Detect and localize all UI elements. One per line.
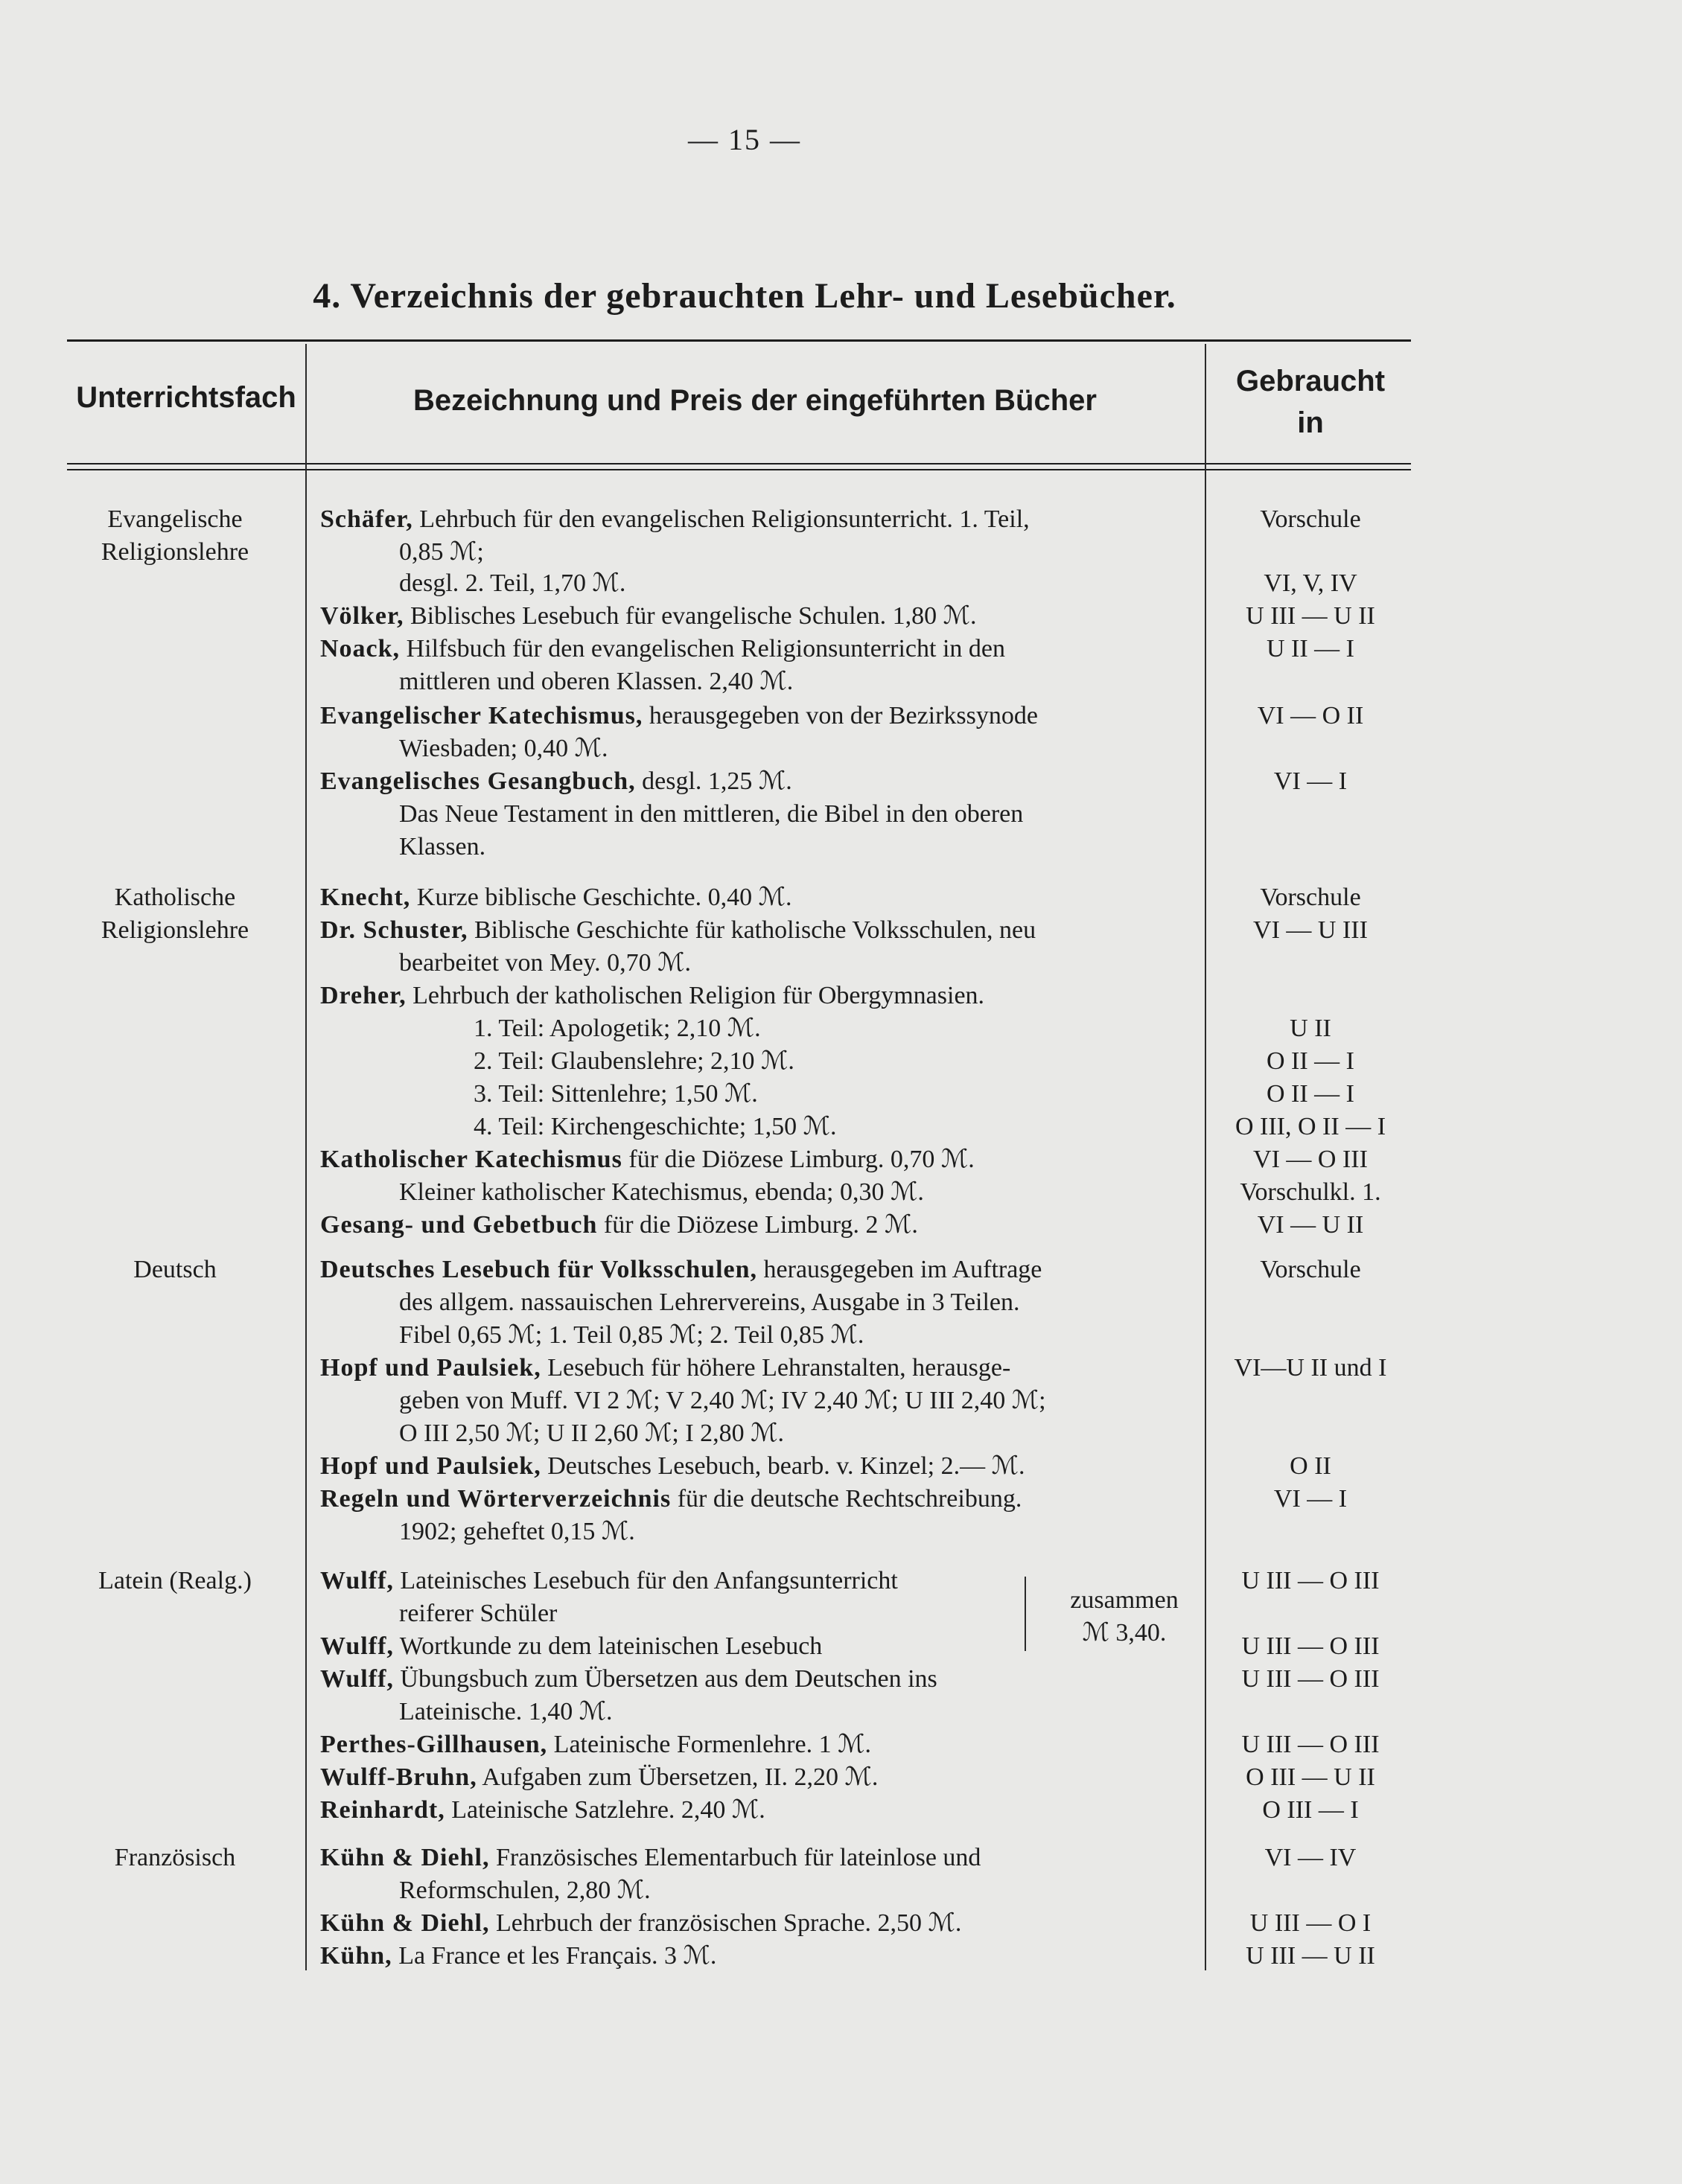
latin-combined-price-note (1061, 1584, 1188, 1650)
grade-range: O II — I (1266, 1080, 1355, 1108)
book-author: Regeln und Wörterverzeichnis (320, 1485, 672, 1513)
book-author: Wulff, (320, 1567, 394, 1594)
book-description: Aufgaben zum Übersetzen, II. 2,20 ℳ. (477, 1763, 879, 1791)
book-entry (320, 1663, 1191, 1696)
book-description: Kurze biblische Geschichte. 0,40 ℳ. (410, 884, 792, 911)
book-entry (320, 798, 1191, 831)
book-entry (320, 1516, 1191, 1548)
page-title: 4. Verzeichnis der gebrauchten Lehr- und Lesebücher. (313, 276, 1176, 316)
book-entry (320, 831, 1191, 863)
subject-line: Religionslehre (101, 538, 249, 566)
book-author: Dreher, (320, 982, 407, 1009)
book-description: Lehrbuch der französischen Sprache. 2,50 ℳ. (489, 1909, 962, 1937)
book-continuation: bearbeitet von Mey. 0,70 ℳ. (399, 949, 691, 977)
book-description: für die deutsche Rechtschreibung. (671, 1485, 1022, 1513)
book-author: Hopf und Paulsiek, (320, 1354, 541, 1382)
column-header-used-line2: in (1297, 406, 1324, 439)
book-entry (320, 1111, 1191, 1143)
book-entry (320, 1450, 1191, 1483)
book-entry (320, 1907, 1191, 1940)
book-description: Übungsbuch zum Übersetzen aus dem Deutschen ins (393, 1665, 937, 1693)
book-description: Deutsches Lesebuch, bearb. v. Kinzel; 2.— ℳ. (541, 1452, 1025, 1480)
book-author: Völker, (320, 602, 404, 630)
book-entry (320, 1842, 1191, 1874)
column-header-subject: Unterrichtsfach (76, 381, 296, 414)
book-author: Knecht, (320, 884, 411, 911)
grade-range: VI — U II (1257, 1211, 1364, 1239)
grade-range: O III — I (1262, 1796, 1359, 1824)
subject-line: Katholische (114, 884, 236, 911)
book-entry (320, 536, 1191, 569)
latin-brace (1025, 1577, 1035, 1651)
grade-range: O II (1290, 1452, 1331, 1480)
book-entry (320, 633, 1191, 665)
header-bottom-rule (67, 463, 1411, 464)
book-author: Hopf und Paulsiek, (320, 1452, 541, 1480)
book-entry (320, 1286, 1191, 1319)
book-description: Französisches Elementarbuch für lateinlose und (489, 1844, 981, 1871)
book-entry (320, 1319, 1191, 1352)
column-header-used (1208, 360, 1413, 444)
book-description: Lateinische Formenlehre. 1 ℳ. (547, 1731, 871, 1758)
book-entry (320, 1940, 1191, 1973)
book-author: Gesang- und Gebetbuch (320, 1211, 598, 1239)
book-author: Wulff, (320, 1632, 394, 1660)
grade-range: O II — I (1266, 1047, 1355, 1075)
book-author: Kühn & Diehl, (320, 1844, 490, 1871)
book-continuation: 2. Teil: Glaubenslehre; 2,10 ℳ. (474, 1047, 794, 1075)
column-header-used-line1: Gebraucht (1235, 365, 1386, 397)
book-description: Lesebuch für höhere Lehranstalten, herausge- (541, 1354, 1011, 1382)
grade-range: U III — O III (1241, 1567, 1380, 1594)
book-entry (320, 1417, 1191, 1450)
grade-range: U III — O III (1241, 1632, 1380, 1660)
subject-line: Französisch (114, 1844, 236, 1871)
latin-note-line2: ℳ 3,40. (1082, 1619, 1167, 1647)
book-entry (320, 1794, 1191, 1827)
book-description: herausgegeben von der Bezirkssynode (643, 702, 1038, 729)
book-entry (320, 1696, 1191, 1728)
book-description: für die Diözese Limburg. 0,70 ℳ. (622, 1146, 975, 1173)
book-author: Evangelischer Katechismus, (320, 702, 643, 729)
book-continuation: Fibel 0,65 ℳ; 1. Teil 0,85 ℳ; 2. Teil 0,85 ℳ. (399, 1321, 864, 1349)
book-continuation: 0,85 ℳ; (399, 538, 484, 566)
book-entry (320, 765, 1191, 798)
book-description: desgl. 1,25 ℳ. (635, 767, 792, 795)
subject-line: Religionslehre (101, 916, 249, 944)
book-description: Lateinische Satzlehre. 2,40 ℳ. (445, 1796, 765, 1824)
book-continuation: mittleren und oberen Klassen. 2,40 ℳ. (399, 668, 794, 695)
book-description: La France et les Français. 3 ℳ. (392, 1942, 717, 1970)
book-entry (320, 1143, 1191, 1176)
book-entry (320, 503, 1191, 536)
column-header-books: Bezeichnung und Preis der eingeführten Bücher (413, 384, 1097, 417)
book-author: Wulff-Bruhn, (320, 1763, 477, 1791)
book-author: Evangelisches Gesangbuch, (320, 767, 636, 795)
book-continuation: 1902; geheftet 0,15 ℳ. (399, 1518, 635, 1545)
book-author: Katholischer Katechismus (320, 1146, 622, 1173)
book-author: Schäfer, (320, 505, 413, 533)
grade-range: VI — O III (1253, 1146, 1368, 1173)
book-description: Hilfsbuch für den evangelischen Religionsunterricht in den (400, 635, 1006, 662)
grade-range: Vorschule (1260, 1256, 1361, 1283)
book-author: Reinhardt, (320, 1796, 445, 1824)
book-entry (320, 665, 1191, 698)
book-continuation: Klassen. (399, 833, 486, 860)
book-entry (320, 1761, 1191, 1794)
table-top-rule (67, 339, 1411, 342)
book-continuation: des allgem. nassauischen Lehrervereins, Ausgabe in 3 Teilen. (399, 1289, 1020, 1316)
grade-range: U III — O I (1249, 1909, 1372, 1937)
latin-note-line1: zusammen (1070, 1586, 1179, 1614)
book-continuation: 3. Teil: Sittenlehre; 1,50 ℳ. (474, 1080, 758, 1108)
book-continuation: Lateinische. 1,40 ℳ. (399, 1698, 613, 1725)
book-continuation: 4. Teil: Kirchengeschichte; 1,50 ℳ. (474, 1113, 837, 1140)
book-continuation: desgl. 2. Teil, 1,70 ℳ. (399, 569, 626, 597)
book-description: für die Diözese Limburg. 2 ℳ. (597, 1211, 918, 1239)
book-author: Deutsches Lesebuch für Volksschulen, (320, 1256, 758, 1283)
book-continuation: 1. Teil: Apologetik; 2,10 ℳ. (474, 1015, 761, 1042)
subject-line: Deutsch (133, 1256, 217, 1283)
book-entry (320, 700, 1191, 732)
book-continuation: Kleiner katholischer Katechismus, ebenda; 0,30 ℳ. (399, 1178, 924, 1206)
subject-line: Latein (Realg.) (98, 1567, 252, 1594)
grade-range: VI — IV (1264, 1844, 1357, 1871)
page-number: — 15 — (688, 123, 801, 156)
book-entry (320, 732, 1191, 765)
book-author: Kühn & Diehl, (320, 1909, 490, 1937)
grade-range: O III — U II (1246, 1763, 1375, 1791)
book-continuation: O III 2,50 ℳ; U II 2,60 ℳ; I 2,80 ℳ. (399, 1420, 785, 1447)
book-author: Kühn, (320, 1942, 392, 1970)
grade-range: Vorschulkl. 1. (1240, 1178, 1381, 1206)
book-entry (320, 1352, 1191, 1385)
book-author: Noack, (320, 635, 401, 662)
book-description: Biblisches Lesebuch für evangelische Schulen. 1,80 ℳ. (404, 602, 977, 630)
book-continuation: geben von Muff. VI 2 ℳ; V 2,40 ℳ; IV 2,40 ℳ; U III 2,40 ℳ; (399, 1387, 1046, 1414)
book-description: herausgegeben im Auftrage (757, 1256, 1042, 1283)
grade-range: U III — O III (1241, 1665, 1380, 1693)
book-continuation: Reformschulen, 2,80 ℳ. (399, 1877, 651, 1904)
book-continuation: reiferer Schüler (399, 1600, 558, 1627)
book-continuation: Wiesbaden; 0,40 ℳ. (399, 735, 608, 762)
grade-range: VI — I (1273, 1485, 1348, 1513)
book-entry (320, 1385, 1191, 1417)
book-entry (320, 1874, 1191, 1907)
grade-range: VI — I (1273, 767, 1348, 795)
book-description: Lehrbuch der katholischen Religion für Obergymnasien. (406, 982, 985, 1009)
grade-range: U III — U II (1246, 1942, 1375, 1970)
grade-range: U II — I (1266, 635, 1355, 662)
grade-range: U III — O III (1241, 1731, 1380, 1758)
book-entry (320, 881, 1191, 914)
book-description: Biblische Geschichte für katholische Volksschulen, neu (468, 916, 1036, 944)
grade-range: VI, V, IV (1264, 569, 1357, 597)
book-entry (320, 1209, 1191, 1242)
grade-range: U II (1290, 1015, 1331, 1042)
book-author: Perthes-Gillhausen, (320, 1731, 548, 1758)
grade-range: VI — O II (1257, 702, 1364, 729)
book-continuation: Das Neue Testament in den mittleren, die Bibel in den oberen (399, 800, 1024, 828)
book-entry (320, 1078, 1191, 1111)
book-author: Dr. Schuster, (320, 916, 468, 944)
book-entry (320, 1176, 1191, 1209)
grade-range: VI — U III (1253, 916, 1368, 944)
subject-line: Evangelische (107, 505, 243, 533)
book-entry (320, 1012, 1191, 1045)
grade-range: U III — U II (1246, 602, 1375, 630)
book-entry (320, 914, 1191, 947)
book-entry (320, 567, 1191, 600)
book-description: Wortkunde zu dem lateinischen Lesebuch (393, 1632, 823, 1660)
book-entry (320, 1483, 1191, 1516)
book-description: Lehrbuch für den evangelischen Religionsunterricht. 1. Teil, (412, 505, 1030, 533)
grade-range: Vorschule (1260, 884, 1361, 911)
book-entry (320, 980, 1191, 1012)
grade-range: Vorschule (1260, 505, 1361, 533)
header-bottom-rule-2 (67, 469, 1411, 470)
book-description: Lateinisches Lesebuch für den Anfangsunterricht (393, 1567, 898, 1594)
book-entry (320, 1254, 1191, 1286)
grade-range: VI—U II und I (1234, 1354, 1387, 1382)
column-divider-left (305, 344, 307, 1970)
book-entry (320, 947, 1191, 980)
book-author: Wulff, (320, 1665, 394, 1693)
book-entry (320, 1045, 1191, 1078)
grade-range: O III, O II — I (1235, 1113, 1386, 1140)
book-entry (320, 600, 1191, 633)
book-entry (320, 1728, 1191, 1761)
